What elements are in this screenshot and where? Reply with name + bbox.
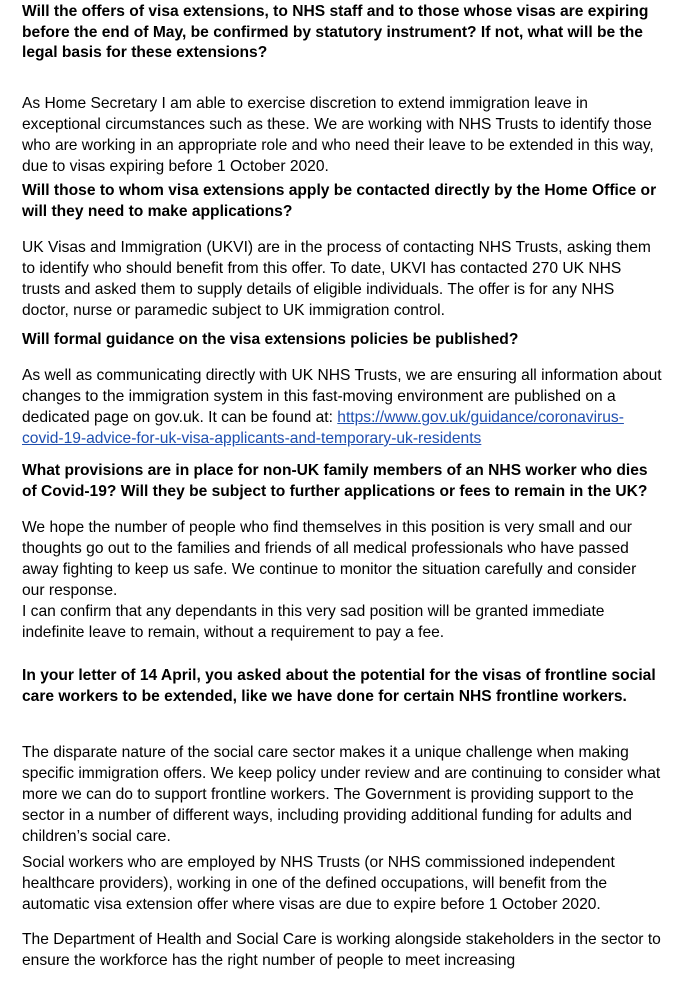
- answer-family-members-paragraph-2: I can confirm that any dependants in this very sad position will be granted immediate indefinite leave to remain, without a requirement to pay a fee.: [22, 603, 605, 641]
- answer-social-care-paragraph-2: Social workers who are employed by NHS Trusts (or NHS commissioned independent healthcare providers), working in one of the defined occupations, will benefit from the automatic visa extension offer where visas are due to expire before 1 October 2020.: [22, 854, 615, 913]
- answer-formal-guidance: [22, 365, 662, 449]
- question-social-care-workers: In your letter of 14 April, you asked about the potential for the visas of frontline social care workers to be extended, like we have done for certain NHS frontline workers.: [22, 667, 656, 705]
- question-formal-guidance: Will formal guidance on the visa extensions policies be published?: [22, 331, 519, 348]
- question-family-members-provisions: What provisions are in place for non-UK family members of an NHS worker who dies of Covid-19? Will they be subject to further applications or fees to remain in the UK?: [22, 462, 648, 500]
- question-contact-home-office: Will those to whom visa extensions apply be contacted directly by the Home Office or will they need to make applications?: [22, 182, 657, 220]
- answer-visa-extension-legal-basis: As Home Secretary I am able to exercise discretion to extend immigration leave in exceptional circumstances such as these. We are working with NHS Trusts to identify those who are working in an appropriate role and who need their leave to be extended in this way, due to visas expiring before 1 October 2020.: [22, 95, 654, 175]
- answer-social-care-paragraph-1: The disparate nature of the social care sector makes it a unique challenge when making specific immigration offers. We keep policy under review and are continuing to consider what more we can do to support frontline workers. The Government is providing support to the sector in a number of different ways, including providing additional funding for adults and children’s social care.: [22, 744, 661, 845]
- answer-formal-guidance-text: As well as communicating directly with UK NHS Trusts, we are ensuring all information about changes to the immigration system in this fast-moving environment are published on a dedicated page on gov.uk. It can be found at:: [22, 367, 662, 426]
- answer-contact-home-office: UK Visas and Immigration (UKVI) are in the process of contacting NHS Trusts, asking them to identify who should benefit from this offer. To date, UKVI has contacted 270 UK NHS trusts and asked them to supply details of eligible individuals. The offer is for any NHS doctor, nurse or paramedic subject to UK immigration control.: [22, 239, 651, 319]
- answer-family-members-paragraph-1: We hope the number of people who find themselves in this position is very small and our thoughts go out to the families and friends of all medical professionals who have passed away fighting to keep us safe. We continue to monitor the situation carefully and consider our response.: [22, 519, 637, 599]
- gov-uk-guidance-link[interactable]: https://www.gov.uk/guidance/coronavirus-covid-19-advice-for-uk-visa-applicants-and-temporary-uk-residents: [22, 409, 624, 447]
- answer-social-care-paragraph-3: The Department of Health and Social Care is working alongside stakeholders in the sector to ensure the workforce has the right number of people to meet increasing: [22, 931, 661, 969]
- question-visa-extension-legal-basis: Will the offers of visa extensions, to NHS staff and to those whose visas are expiring before the end of May, be confirmed by statutory instrument? If not, what will be the legal basis for these extensions?: [22, 3, 649, 61]
